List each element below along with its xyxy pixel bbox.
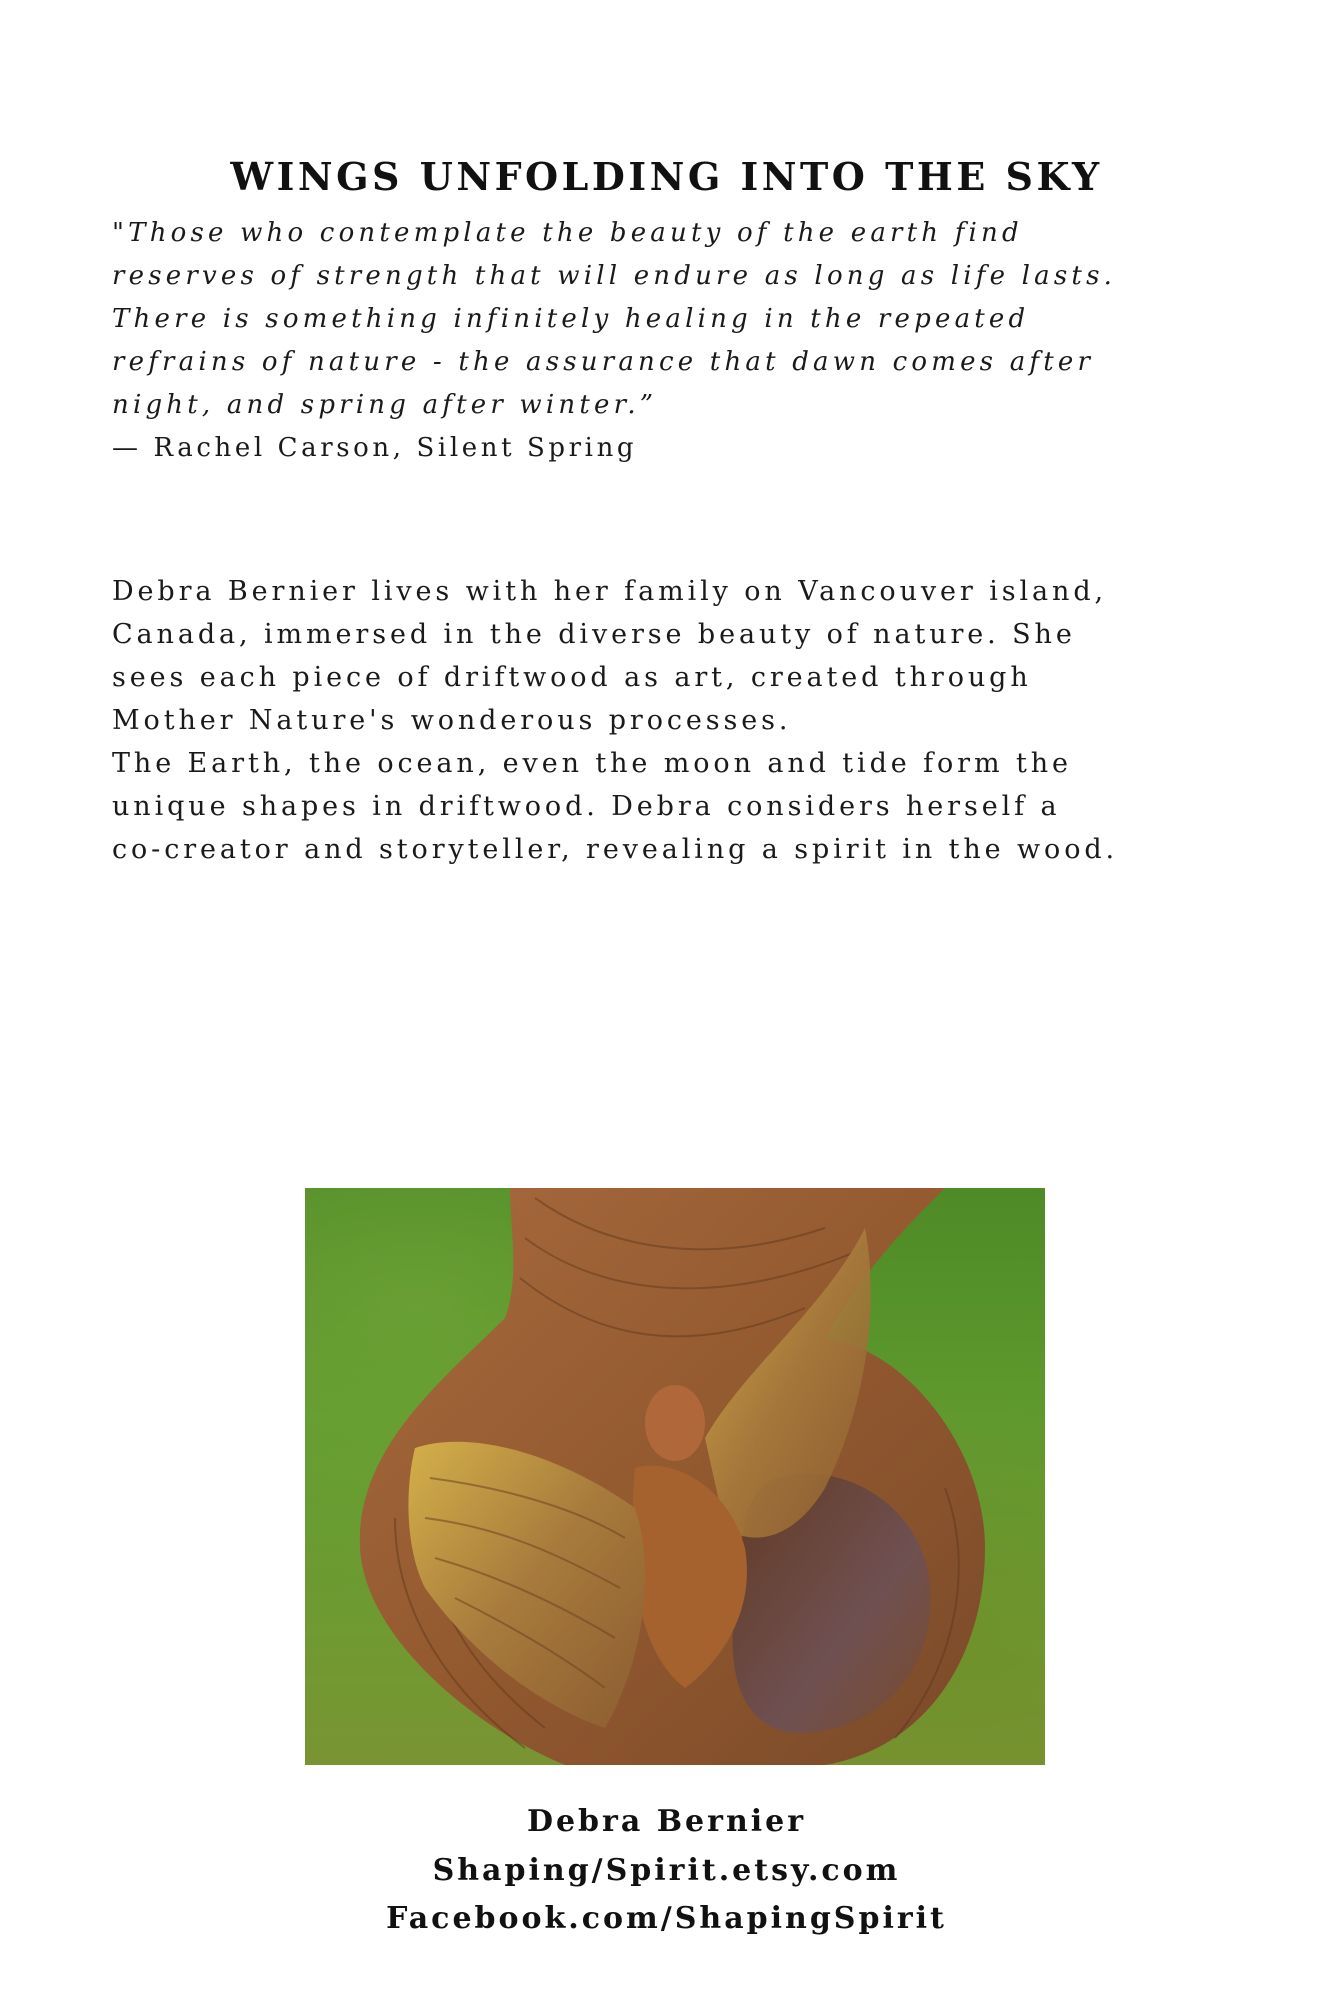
driftwood-sculpture-illustration (305, 1188, 1045, 1765)
bio-line: Debra Bernier lives with her family on Vancouver island, (112, 576, 1107, 607)
sculpture-photo (305, 1188, 1045, 1765)
quote-line: "Those who contemplate the beauty of the earth find (112, 218, 1023, 248)
facebook-link[interactable]: Facebook.com/ShapingSpirit (386, 1901, 947, 1936)
contact-footer (0, 1798, 1333, 1944)
quote-line: reserves of strength that will endure as long as life lasts. (112, 261, 1117, 291)
bio-line: co-creator and storyteller, revealing a spirit in the wood. (112, 834, 1119, 865)
quote-attribution: — Rachel Carson, Silent Spring (112, 433, 638, 463)
artist-name: Debra Bernier (526, 1804, 807, 1839)
page-title: WINGS UNFOLDING INTO THE SKY (230, 154, 1103, 200)
bio-line: Canada, immersed in the diverse beauty of nature. She (112, 619, 1076, 650)
quote-line: refrains of nature - the assurance that dawn comes after (112, 347, 1095, 377)
bio-line: sees each piece of driftwood as art, created through (112, 662, 1032, 693)
bio-line: unique shapes in driftwood. Debra considers herself a (112, 791, 1061, 822)
bio-line: The Earth, the ocean, even the moon and tide form the (112, 748, 1072, 779)
bio-line: Mother Nature's wonderous processes. (112, 705, 792, 736)
artist-bio (112, 570, 1292, 871)
quote-block (112, 212, 1292, 470)
quote-line: There is something infinitely healing in the repeated (112, 304, 1030, 334)
quote-line: night, and spring after winter.” (112, 390, 658, 420)
etsy-link[interactable]: Shaping/Spirit.etsy.com (432, 1852, 901, 1888)
